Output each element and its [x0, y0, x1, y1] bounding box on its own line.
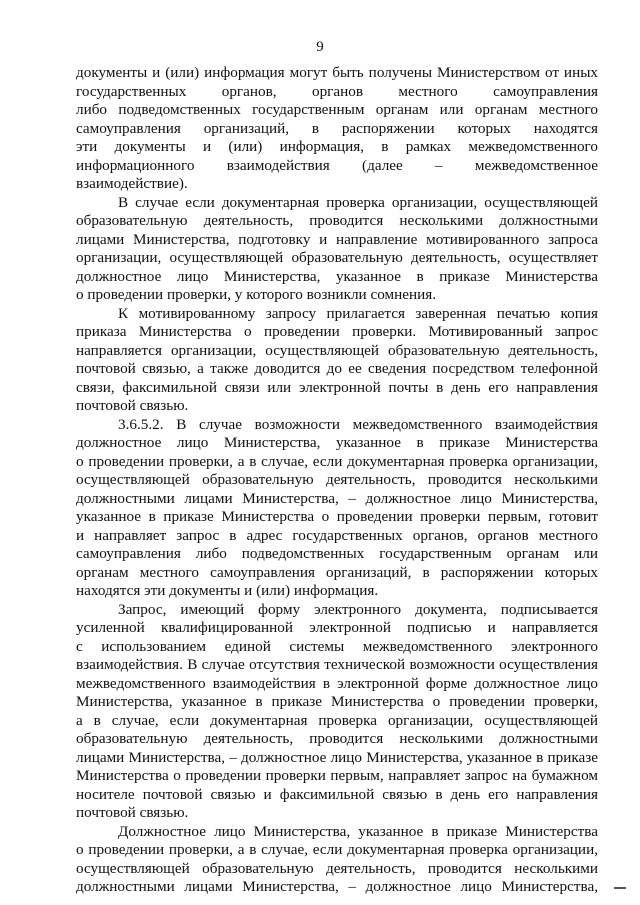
text-line: осуществляющей образовательную деятельность, проводится несколькими — [76, 471, 598, 488]
paragraph-electronic-request — [76, 601, 598, 823]
text-line: должностными лицами Министерства, – должностное лицо Министерства, — [76, 878, 598, 895]
text-line: носителе почтовой связью и факсимильной связью в день его направления — [76, 785, 598, 803]
text-line: образовательную деятельность, проводится несколькими должностными — [76, 730, 598, 747]
text-line: либо подведомственных государственным органам или органам местного — [76, 101, 598, 118]
text-line: осуществляющей образовательную деятельность, проводится несколькими — [76, 859, 598, 877]
text-line: самоуправления организаций, в распоряжении которых находятся — [76, 119, 598, 137]
text-line: Министерства о проведении проверки первым, направляет запрос на бумажном — [76, 767, 598, 784]
text-line: усиленной квалифицированной электронной подписью и направляется — [76, 619, 598, 636]
text-line: Должностное лицо Министерства, указанное в приказе Министерства — [118, 822, 598, 840]
paragraph-section-3-6-5-2 — [76, 416, 598, 601]
text-line: должностное лицо Министерства, указанное в приказе Министерства — [76, 434, 598, 451]
text-line: лицами Министерства, – должностное лицо Министерства, указанное в приказе — [76, 748, 598, 766]
text-line: указанное в приказе Министерства о проведении проверки первым, готовит — [76, 508, 598, 525]
text-line: Запрос, имеющий форму электронного документа, подписывается — [118, 600, 598, 618]
text-line: В случае если документарная проверка организации, осуществляющей — [118, 193, 598, 211]
text-line: о проведении проверки, а в случае, если документарная проверка организации, — [76, 841, 598, 858]
text-line: с использованием единой системы межведомственного электронного — [76, 637, 598, 655]
text-line: приказа Министерства о проведении проверки. Мотивированный запрос — [76, 323, 598, 340]
text-line: государственных органов, органов местного самоуправления — [76, 82, 598, 100]
text-line: почтовой связью, а также доводится до ее сведения посредством телефонной — [76, 360, 598, 377]
paragraph-official-continued — [76, 823, 598, 897]
text-line: самоуправления либо подведомственных государственным органам или — [76, 545, 598, 562]
text-line: должностными лицами Министерства, – должностное лицо Министерства, — [76, 489, 598, 507]
text-line: лицами Министерства, подготовку и направление мотивированного запроса — [76, 230, 598, 248]
text-line: должностное лицо Министерства, указанное в приказе Министерства — [76, 267, 598, 285]
text-line: межведомственного взаимодействия в электронной форме должностное лицо — [76, 674, 598, 692]
text-line: организации, осуществляющей образовательную деятельность, осуществляет — [76, 249, 598, 266]
text-line: направляется организации, осуществляющей образовательную деятельность, — [76, 341, 598, 359]
text-line: о проведении проверки, у которого возникли сомнения. — [76, 286, 437, 303]
text-line: эти документы и (или) информация, в рамках межведомственного — [76, 138, 598, 155]
text-line: взаимодействия. В случае отсутствия технической возможности осуществления — [76, 656, 598, 673]
text-line: документы и (или) информация могут быть получены Министерством от иных — [76, 64, 598, 81]
text-line: образовательную деятельность, проводится несколькими должностными — [76, 212, 598, 229]
paragraph-multiple-inspectors — [76, 194, 598, 305]
text-line: находятся эти документы и (или) информация. — [76, 582, 379, 599]
text-line: связи, факсимильной связи или электронной почты в день его направления — [76, 378, 598, 396]
page-number: 9 — [316, 39, 324, 55]
text-line: информационного взаимодействия (далее – межведомственное — [76, 156, 598, 174]
paragraph-continuation — [76, 64, 598, 194]
text-line: 3.6.5.2. В случае возможности межведомственного взаимодействия — [118, 415, 598, 433]
text-line: почтовой связью. — [76, 804, 189, 821]
text-line: Министерства, указанное в приказе Министерства о проведении проверки, — [76, 693, 598, 710]
text-line: почтовой связью. — [76, 397, 189, 414]
paragraph-motivated-request — [76, 305, 598, 416]
text-line: а в случае, если документарная проверка организации, осуществляющей — [76, 711, 598, 729]
text-line: и направляет запрос в адрес государственных органов, органов местного — [76, 526, 598, 544]
document-body — [76, 64, 598, 897]
text-line: органам местного самоуправления организаций, в распоряжении которых — [76, 563, 598, 581]
scan-artifact-mark — [614, 887, 626, 889]
text-line: взаимодействие). — [76, 175, 188, 192]
text-line: К мотивированному запросу прилагается заверенная печатью копия — [118, 304, 598, 322]
text-line: о проведении проверки, а в случае, если документарная проверка организации, — [76, 452, 598, 470]
